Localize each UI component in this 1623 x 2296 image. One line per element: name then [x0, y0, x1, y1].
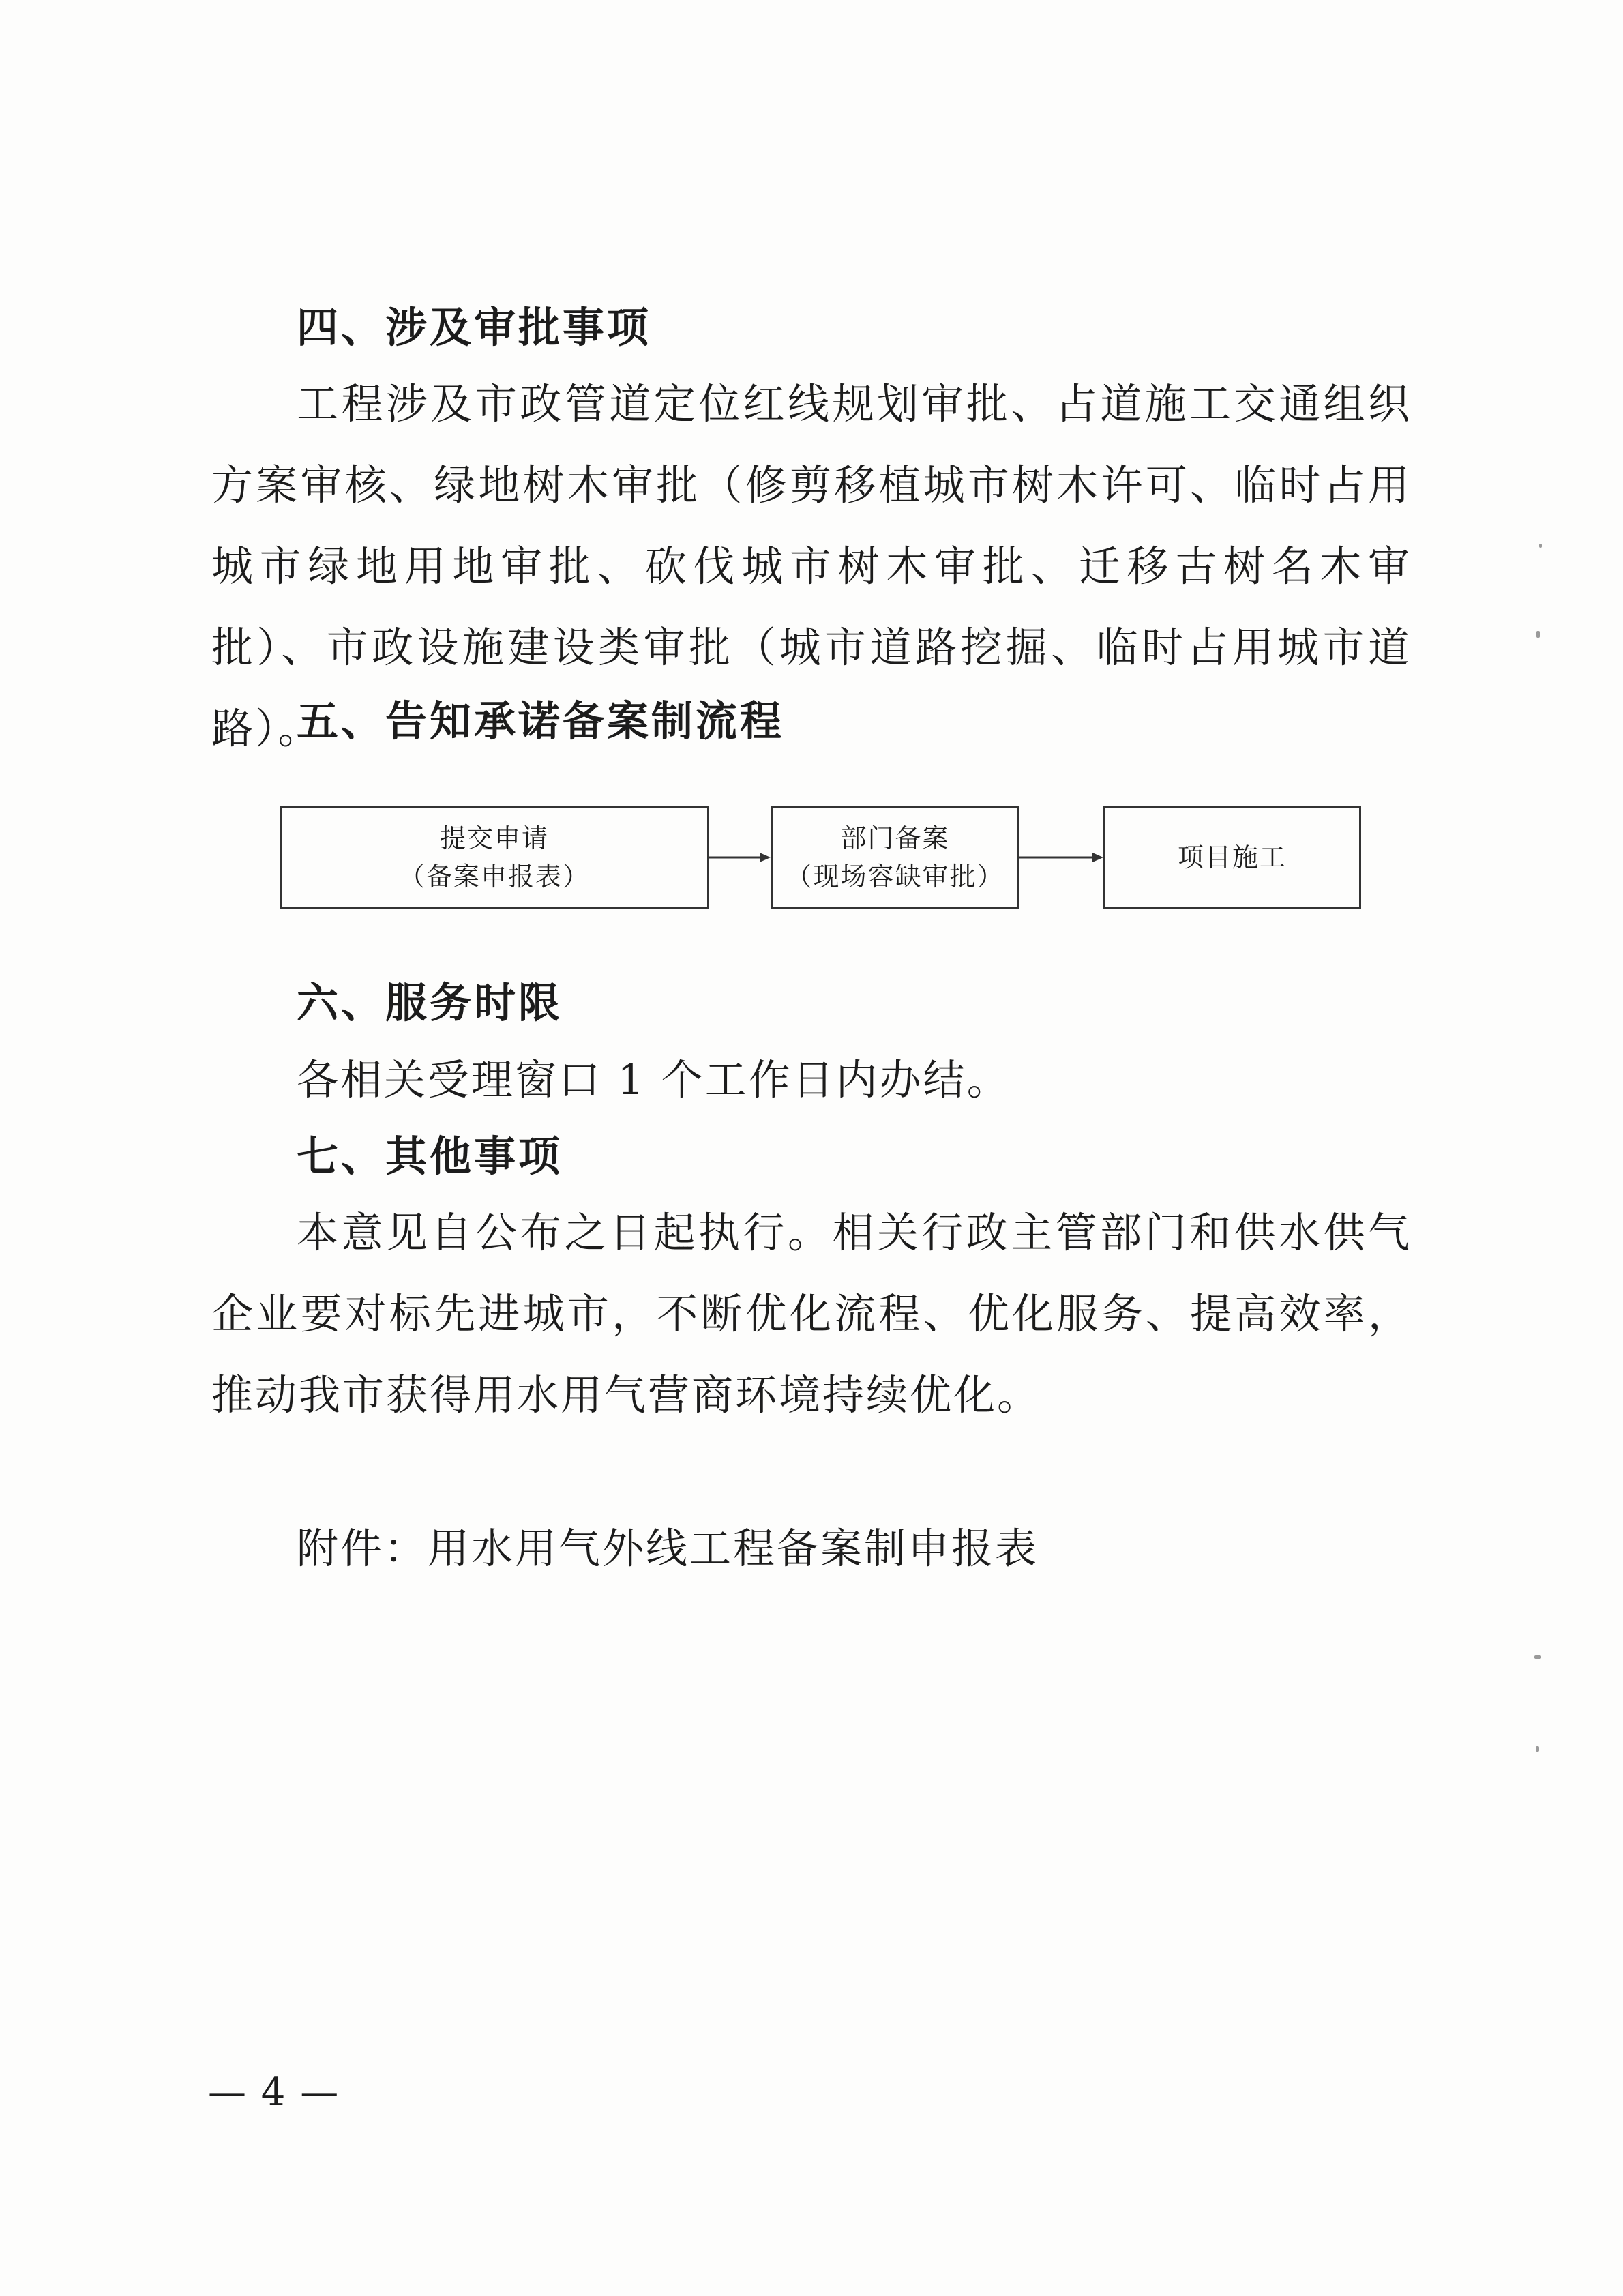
attachment-note: 附件：用水用气外线工程备案制申报表 — [297, 1525, 1039, 1573]
flow-step-submit — [280, 806, 709, 909]
section-heading-process: 五、告知承诺备案制流程 — [297, 697, 785, 746]
section-heading-approval-items: 四、涉及审批事项 — [297, 304, 652, 352]
section-body-other-matters: 本意见自公布之日起执行。相关行政主管部门和供水供气企业要对标先进城市，不断优化流程、优化服务、提高效率，推动我市获得用水用气营商环境持续优化。 — [211, 1209, 1412, 1419]
flow-step-department-filing — [771, 806, 1019, 909]
scan-speck — [1536, 631, 1540, 638]
arrowhead-2 — [1092, 853, 1103, 862]
section-body-service-time: 各相关受理窗口 1 个工作日内办结。 — [297, 1056, 1011, 1104]
section-heading-service-time: 六、服务时限 — [297, 979, 563, 1027]
scan-speck — [1536, 1746, 1539, 1752]
scan-speck — [1534, 1655, 1541, 1659]
arrowhead-1 — [760, 853, 771, 862]
flow-step-construction-title: 项目施工 — [1177, 842, 1287, 872]
flow-step-submit-note: （备案申报表） — [398, 862, 590, 892]
flow-step-filing-title: 部门备案 — [840, 823, 950, 853]
section-body-approval-items: 工程涉及市政管道定位红线规划审批、占道施工交通组织方案审核、绿地树木审批（修剪移植城市树木许可、临时占用城市绿地用地审批、砍伐城市树木审批、迁移古树名木审批）、市政设施建设类审批（城市道路挖掘、临时占用城市道路）。 — [211, 380, 1412, 753]
section-heading-other-matters: 七、其他事项 — [297, 1132, 563, 1181]
flow-step-filing-note: （现场容缺审批） — [786, 862, 1004, 892]
page-number: — 4 — — [208, 2070, 340, 2115]
flow-step-construction — [1103, 806, 1361, 909]
flow-step-submit-title: 提交申请 — [439, 823, 549, 853]
scan-speck — [1539, 544, 1542, 548]
